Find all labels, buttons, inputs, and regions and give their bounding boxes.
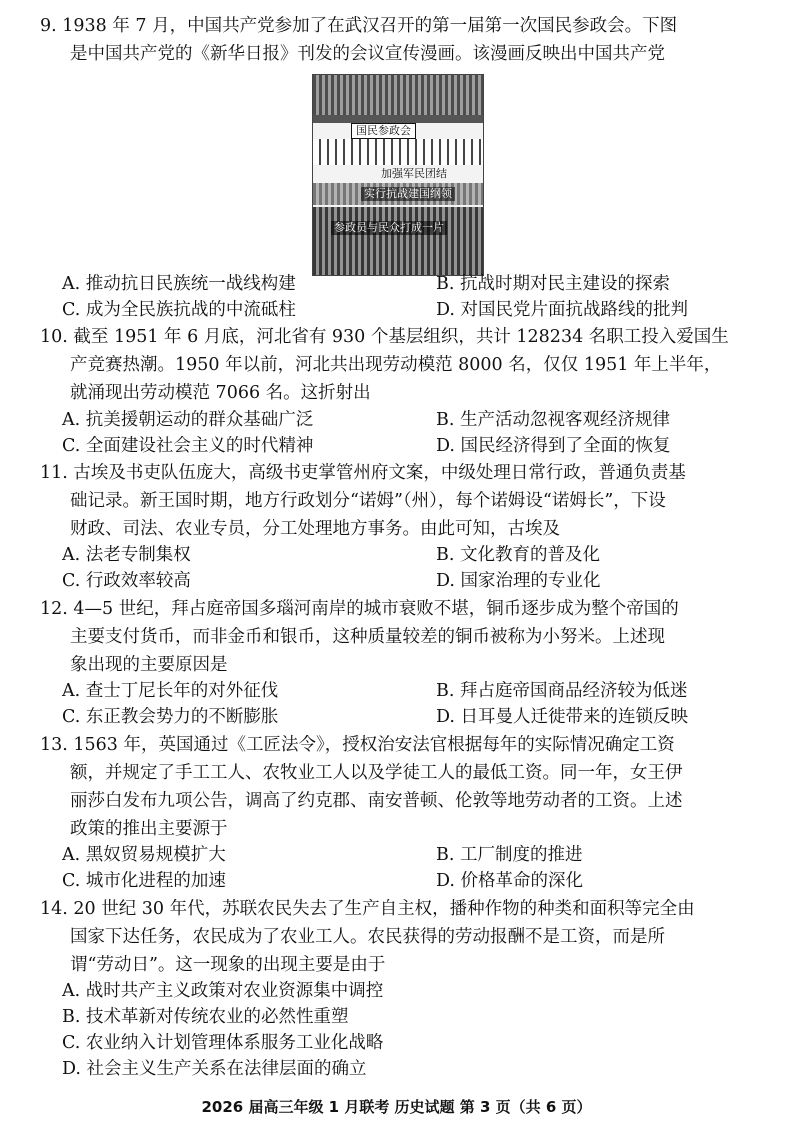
q12-option-c[interactable]: C. 东正教会势力的不断膨胀 <box>62 707 279 727</box>
q11-stem-line-2: 础记录。新王国时期，地方行政划分“诺姆”（州），每个诺姆设“诺姆长”，下设 <box>70 491 666 511</box>
q10-option-b[interactable]: B. 生产活动忽视客观经济规律 <box>436 410 670 430</box>
cartoon-crowd-top <box>313 75 483 115</box>
q14-option-b[interactable]: B. 技术革新对传统农业的必然性重塑 <box>62 1007 349 1027</box>
q14-stem-line-2: 国家下达任务，农民成为了农业工人。农民获得的劳动报酬不是工资，而是所 <box>70 927 665 947</box>
cartoon-slogan-2: 实行抗战建国纲领 <box>361 187 455 201</box>
q10-stem-line-3: 就涌现出劳动模范 7066 名。这折射出 <box>70 383 371 403</box>
q12-option-d[interactable]: D. 日耳曼人迁徙带来的连锁反映 <box>436 707 689 727</box>
q12-stem-line-3: 象出现的主要原因是 <box>70 655 228 675</box>
q14-stem-line-1: 14. 20 世纪 30 年代，苏联农民失去了生产自主权，播种作物的种类和面积等完全由 <box>40 899 695 919</box>
q9-option-b[interactable]: B. 抗战时期对民主建设的探索 <box>436 274 670 294</box>
q12-option-b[interactable]: B. 拜占庭帝国商品经济较为低迷 <box>436 681 688 701</box>
q12-option-a[interactable]: A. 查士丁尼长年的对外征伐 <box>62 681 279 701</box>
q11-stem-line-1: 11. 古埃及书吏队伍庞大，高级书吏掌管州府文案，中级处理日常行政，普通负责基 <box>40 463 686 483</box>
q14-stem-line-3: 谓“劳动日”。这一现象的出现主要是由于 <box>70 955 386 975</box>
q13-option-d[interactable]: D. 价格革命的深化 <box>436 871 584 891</box>
q10-stem-line-2: 产竞赛热潮。1950 年以前，河北共出现劳动模范 8000 名，仅仅 1951 年上半年， <box>70 355 722 375</box>
cartoon-crowd-bottom <box>313 207 483 275</box>
q9-option-c[interactable]: C. 成为全民族抗战的中流砥柱 <box>62 300 296 320</box>
page-footer: 2026 届高三年级 1 月联考 历史试题 第 3 页（共 6 页） <box>201 1098 592 1116</box>
propaganda-cartoon <box>312 74 484 276</box>
q10-option-c[interactable]: C. 全面建设社会主义的时代精神 <box>62 436 314 456</box>
q13-stem-line-1: 13. 1563 年，英国通过《工匠法令》，授权治安法官根据每年的实际情况确定工资 <box>40 735 675 755</box>
q13-stem-line-4: 政策的推出主要源于 <box>70 819 228 839</box>
q13-option-b[interactable]: B. 工厂制度的推进 <box>436 845 583 865</box>
q9-stem-line-1: 9. 1938 年 7 月，中国共产党参加了在武汉召开的第一届第一次国民参政会。下图 <box>40 16 678 36</box>
q11-option-a[interactable]: A. 法老专制集权 <box>62 545 191 565</box>
q11-option-d[interactable]: D. 国家治理的专业化 <box>436 571 601 591</box>
q13-stem-line-2: 额，并规定了手工工人、农牧业工人以及学徒工人的最低工资。同一年，女王伊 <box>70 763 683 783</box>
q13-stem-line-3: 丽莎白发布九项公告，调高了约克郡、南安普顿、伦敦等地劳动者的工资。上述 <box>70 791 683 811</box>
q11-stem-line-3: 财政、司法、农业专员，分工处理地方事务。由此可知，古埃及 <box>70 519 560 539</box>
q13-option-c[interactable]: C. 城市化进程的加速 <box>62 871 226 891</box>
q9-option-d[interactable]: D. 对国民党片面抗战路线的批判 <box>436 300 689 320</box>
q14-option-a[interactable]: A. 战时共产主义政策对农业资源集中调控 <box>62 981 384 1001</box>
q11-option-b[interactable]: B. 文化教育的普及化 <box>436 545 600 565</box>
cartoon-banner: 国民参政会 <box>351 123 416 139</box>
q13-option-a[interactable]: A. 黑奴贸易规模扩大 <box>62 845 226 865</box>
cartoon-slogan-3: 参政员与民众打成一片 <box>331 221 447 235</box>
q10-stem-line-1: 10. 截至 1951 年 6 月底，河北省有 930 个基层组织，共计 128234 名职工投入爱国生 <box>40 327 729 347</box>
q12-stem-line-1: 12. 4—5 世纪，拜占庭帝国多瑙河南岸的城市衰败不堪，铜币逐步成为整个帝国的 <box>40 599 679 619</box>
q9-stem-line-2: 是中国共产党的《新华日报》刊发的会议宣传漫画。该漫画反映出中国共产党 <box>70 44 665 64</box>
q10-option-d[interactable]: D. 国民经济得到了全面的恢复 <box>436 436 671 456</box>
q12-stem-line-2: 主要支付货币，而非金币和银币，这种质量较差的铜币被称为小努米。上述现 <box>70 627 665 647</box>
q14-option-d[interactable]: D. 社会主义生产关系在法律层面的确立 <box>62 1059 367 1079</box>
q9-option-a[interactable]: A. 推动抗日民族统一战线构建 <box>62 274 296 294</box>
q10-option-a[interactable]: A. 抗美援朝运动的群众基础广泛 <box>62 410 314 430</box>
q14-option-c[interactable]: C. 农业纳入计划管理体系服务工业化战略 <box>62 1033 384 1053</box>
q11-option-c[interactable]: C. 行政效率较高 <box>62 571 191 591</box>
cartoon-slogan-1: 加强军民团结 <box>381 167 447 180</box>
